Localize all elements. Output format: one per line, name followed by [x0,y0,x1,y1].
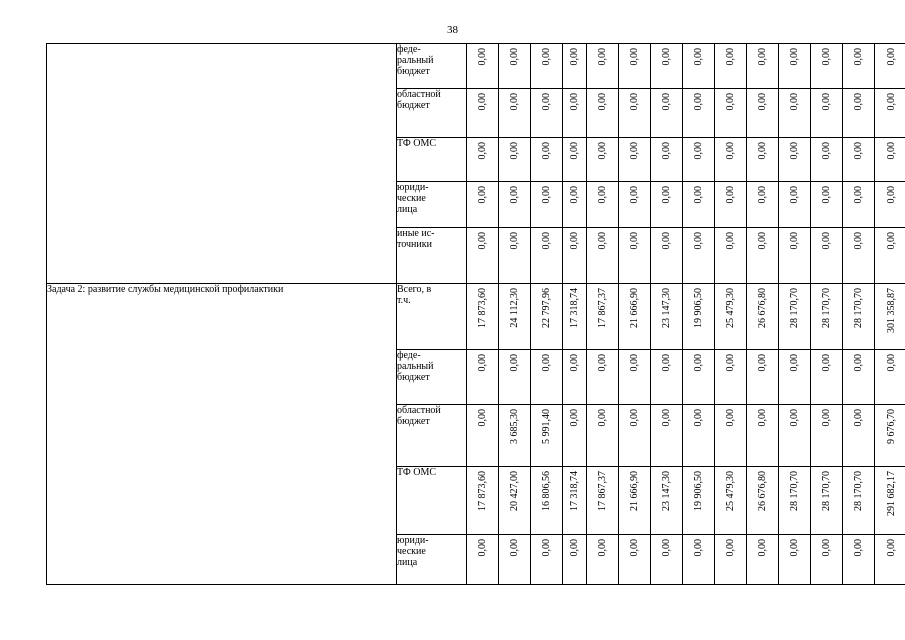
value-text: 0,00 [853,539,864,557]
value-text: 0,00 [661,354,672,372]
value-cell [651,405,683,467]
value-text: 0,00 [757,142,768,160]
value-text: 21 666,90 [629,471,640,511]
value-cell [875,535,905,585]
value-text: 0,00 [541,48,552,66]
value-text: 0,00 [541,232,552,250]
value-text: 0,00 [629,539,640,557]
value-text: 28 170,70 [789,288,800,328]
value-text: 0,00 [629,142,640,160]
value-text: 22 797,96 [541,288,552,328]
value-text: 0,00 [757,409,768,427]
value-cell [715,284,747,350]
value-text: 0,00 [789,48,800,66]
value-text: 0,00 [569,93,580,111]
value-cell [843,405,875,467]
value-cell [619,228,651,284]
value-cell [619,138,651,182]
value-cell [619,535,651,585]
value-text: 0,00 [789,354,800,372]
value-text: 0,00 [693,142,704,160]
value-text: 0,00 [569,186,580,204]
value-cell [747,182,779,228]
value-text: 0,00 [569,354,580,372]
value-cell [875,350,905,405]
value-text: 0,00 [661,539,672,557]
value-cell [467,182,499,228]
funding-source-cell: Всего, в т.ч. [397,284,467,350]
value-cell [875,405,905,467]
value-cell [531,89,563,138]
value-text: 17 867,37 [597,288,608,328]
value-text: 0,00 [885,186,897,204]
value-cell [563,284,587,350]
value-text: 3 685,30 [509,409,520,444]
value-cell [875,89,905,138]
task-cell [47,44,397,284]
value-text: 0,00 [597,539,608,557]
value-cell [467,284,499,350]
value-cell [811,284,843,350]
value-text: 291 682,17 [885,471,897,516]
value-text: 25 479,30 [725,471,736,511]
value-text: 0,00 [725,354,736,372]
value-cell [587,138,619,182]
value-text: 0,00 [597,232,608,250]
value-text: 0,00 [597,186,608,204]
value-text: 28 170,70 [853,288,864,328]
value-text: 0,00 [885,539,897,557]
value-cell [683,228,715,284]
value-text: 0,00 [693,539,704,557]
value-cell [651,138,683,182]
value-cell [843,89,875,138]
value-text: 23 147,30 [661,288,672,328]
value-cell [587,467,619,535]
value-text: 0,00 [477,93,488,111]
value-text: 0,00 [661,186,672,204]
value-cell [843,138,875,182]
funding-source-cell: областной бюджет [397,89,467,138]
value-text: 21 666,90 [629,288,640,328]
value-text: 0,00 [725,142,736,160]
value-text: 0,00 [477,354,488,372]
value-cell [811,405,843,467]
value-cell [779,138,811,182]
value-text: 16 806,56 [541,471,552,511]
value-cell [779,44,811,89]
value-cell [651,467,683,535]
value-cell [499,405,531,467]
value-text: 0,00 [541,354,552,372]
value-text: 0,00 [821,409,832,427]
value-text: 0,00 [757,539,768,557]
funding-source-cell: феде- ральный бюджет [397,44,467,89]
value-cell [811,228,843,284]
value-text: 0,00 [789,539,800,557]
value-text: 0,00 [725,93,736,111]
funding-source-cell: областной бюджет [397,405,467,467]
value-text: 0,00 [569,539,580,557]
value-text: 0,00 [629,354,640,372]
value-text: 0,00 [661,232,672,250]
funding-source-cell: феде- ральный бюджет [397,350,467,405]
value-cell [467,467,499,535]
value-cell [499,89,531,138]
table-row [47,44,905,89]
value-text: 0,00 [853,93,864,111]
value-cell [587,405,619,467]
value-cell [499,228,531,284]
value-text: 0,00 [509,93,520,111]
value-text: 0,00 [661,48,672,66]
value-cell [563,138,587,182]
value-text: 28 170,70 [821,471,832,511]
value-cell [683,405,715,467]
value-cell [619,44,651,89]
value-cell [747,138,779,182]
value-text: 28 170,70 [853,471,864,511]
value-text: 0,00 [477,142,488,160]
value-cell [651,182,683,228]
page-number: 38 [447,24,458,36]
value-text: 5 991,40 [541,409,552,444]
value-text: 0,00 [541,142,552,160]
value-cell [715,182,747,228]
funding-source-cell: ТФ ОМС [397,138,467,182]
value-cell [779,405,811,467]
value-cell [499,350,531,405]
value-cell [619,405,651,467]
value-text: 0,00 [725,48,736,66]
value-text: 0,00 [661,409,672,427]
value-text: 28 170,70 [789,471,800,511]
value-cell [619,89,651,138]
value-cell [499,182,531,228]
value-cell [811,467,843,535]
value-cell [811,350,843,405]
value-cell [747,467,779,535]
value-cell [531,284,563,350]
value-text: 17 318,74 [569,471,580,511]
value-cell [843,228,875,284]
value-cell [563,89,587,138]
value-text: 0,00 [509,186,520,204]
value-text: 0,00 [509,354,520,372]
value-cell [779,350,811,405]
value-text: 0,00 [477,539,488,557]
value-text: 0,00 [757,232,768,250]
value-text: 0,00 [541,93,552,111]
value-cell [587,228,619,284]
value-text: 0,00 [885,354,897,372]
value-cell [587,284,619,350]
value-text: 0,00 [757,48,768,66]
value-cell [467,44,499,89]
value-cell [683,182,715,228]
value-text: 0,00 [853,186,864,204]
table-row [47,284,905,350]
value-cell [587,182,619,228]
value-text: 17 318,74 [569,288,580,328]
value-text: 9 676,70 [885,409,897,444]
value-cell [843,284,875,350]
value-text: 0,00 [629,93,640,111]
value-cell [563,405,587,467]
value-cell [843,182,875,228]
value-cell [715,89,747,138]
value-text: 0,00 [885,48,897,66]
value-cell [531,405,563,467]
value-cell [467,228,499,284]
value-text: 26 676,80 [757,471,768,511]
value-text: 0,00 [569,48,580,66]
funding-source-cell: юриди- ческие лица [397,535,467,585]
value-text: 28 170,70 [821,288,832,328]
value-text: 0,00 [789,409,800,427]
value-text: 0,00 [629,409,640,427]
value-text: 0,00 [725,409,736,427]
value-cell [779,89,811,138]
value-text: 0,00 [509,48,520,66]
value-text: 0,00 [629,186,640,204]
value-text: 0,00 [661,142,672,160]
value-text: 0,00 [477,232,488,250]
value-cell [811,182,843,228]
value-cell [587,350,619,405]
value-cell [715,405,747,467]
value-cell [715,228,747,284]
value-text: 19 906,50 [693,471,704,511]
value-cell [779,467,811,535]
value-cell [779,228,811,284]
value-text: 17 873,60 [477,471,488,511]
value-cell [499,467,531,535]
value-cell [467,350,499,405]
value-text: 0,00 [821,354,832,372]
value-cell [843,44,875,89]
value-cell [747,44,779,89]
value-text: 0,00 [693,409,704,427]
value-cell [619,284,651,350]
value-cell [875,467,905,535]
value-cell [715,138,747,182]
value-text: 0,00 [789,232,800,250]
value-text: 0,00 [853,354,864,372]
value-cell [843,350,875,405]
value-text: 0,00 [821,232,832,250]
value-cell [683,535,715,585]
value-cell [499,44,531,89]
value-cell [531,467,563,535]
value-cell [811,44,843,89]
value-text: 0,00 [885,232,897,250]
value-text: 0,00 [821,48,832,66]
value-text: 0,00 [885,93,897,111]
value-cell [683,138,715,182]
value-cell [843,535,875,585]
value-cell [651,350,683,405]
value-cell [683,467,715,535]
value-text: 0,00 [477,186,488,204]
value-text: 0,00 [509,232,520,250]
value-cell [587,44,619,89]
value-cell [747,284,779,350]
value-text: 0,00 [821,142,832,160]
value-cell [715,350,747,405]
value-cell [563,228,587,284]
value-text: 0,00 [693,232,704,250]
value-text: 0,00 [541,539,552,557]
value-cell [683,44,715,89]
value-text: 0,00 [693,93,704,111]
value-cell [563,350,587,405]
financing-table [46,43,905,585]
value-text: 0,00 [821,539,832,557]
value-cell [563,44,587,89]
value-cell [747,228,779,284]
funding-source-cell: ТФ ОМС [397,467,467,535]
value-cell [843,467,875,535]
value-cell [811,138,843,182]
value-text: 19 906,50 [693,288,704,328]
value-cell [651,44,683,89]
value-cell [563,467,587,535]
value-text: 26 676,80 [757,288,768,328]
value-text: 0,00 [477,409,488,427]
value-text: 0,00 [853,48,864,66]
value-cell [619,350,651,405]
value-cell [563,182,587,228]
value-cell [683,89,715,138]
value-text: 0,00 [569,142,580,160]
value-cell [531,182,563,228]
value-text: 0,00 [597,142,608,160]
value-text: 0,00 [757,354,768,372]
task-cell: Задача 2: развитие службы медицинской профилактики [47,284,397,585]
value-text: 0,00 [725,539,736,557]
value-text: 0,00 [509,539,520,557]
value-text: 0,00 [569,409,580,427]
value-text: 0,00 [789,186,800,204]
value-text: 0,00 [789,93,800,111]
value-text: 0,00 [629,48,640,66]
value-cell [683,350,715,405]
value-cell [715,44,747,89]
value-text: 0,00 [597,48,608,66]
value-text: 25 479,30 [725,288,736,328]
value-cell [467,89,499,138]
value-cell [875,138,905,182]
value-text: 24 112,30 [509,288,520,328]
value-cell [747,89,779,138]
value-cell [747,405,779,467]
value-cell [467,405,499,467]
value-text: 0,00 [853,232,864,250]
value-text: 0,00 [509,142,520,160]
value-text: 0,00 [821,186,832,204]
value-text: 0,00 [597,409,608,427]
value-cell [499,284,531,350]
value-text: 17 867,37 [597,471,608,511]
value-text: 23 147,30 [661,471,672,511]
value-cell [531,44,563,89]
value-cell [467,535,499,585]
value-cell [715,535,747,585]
value-text: 0,00 [853,409,864,427]
value-text: 0,00 [629,232,640,250]
value-cell [875,284,905,350]
value-cell [811,535,843,585]
value-cell [683,284,715,350]
value-cell [587,89,619,138]
value-text: 0,00 [725,186,736,204]
value-text: 301 358,87 [885,288,897,333]
value-cell [747,535,779,585]
value-text: 0,00 [597,93,608,111]
value-cell [563,535,587,585]
value-cell [531,228,563,284]
value-cell [715,467,747,535]
value-cell [651,228,683,284]
value-cell [619,182,651,228]
value-cell [531,535,563,585]
value-cell [875,44,905,89]
value-cell [811,89,843,138]
value-text: 0,00 [597,354,608,372]
value-text: 0,00 [693,354,704,372]
value-text: 20 427,00 [509,471,520,511]
value-text: 0,00 [541,186,552,204]
value-cell [531,138,563,182]
value-cell [651,89,683,138]
value-text: 0,00 [569,232,580,250]
value-cell [467,138,499,182]
value-text: 0,00 [693,186,704,204]
value-cell [875,228,905,284]
value-text: 0,00 [661,93,672,111]
value-text: 0,00 [821,93,832,111]
funding-source-cell: иные ис- точники [397,228,467,284]
value-text: 0,00 [693,48,704,66]
value-cell [531,350,563,405]
value-cell [651,284,683,350]
value-cell [747,350,779,405]
value-cell [587,535,619,585]
value-text: 0,00 [853,142,864,160]
value-text: 0,00 [757,186,768,204]
value-cell [619,467,651,535]
value-cell [779,182,811,228]
value-cell [875,182,905,228]
value-cell [779,284,811,350]
value-cell [499,138,531,182]
funding-source-cell: юриди- ческие лица [397,182,467,228]
value-text: 0,00 [789,142,800,160]
value-cell [779,535,811,585]
value-text: 0,00 [885,142,897,160]
value-cell [651,535,683,585]
value-text: 0,00 [477,48,488,66]
value-cell [499,535,531,585]
value-text: 0,00 [725,232,736,250]
value-text: 17 873,60 [477,288,488,328]
value-text: 0,00 [757,93,768,111]
